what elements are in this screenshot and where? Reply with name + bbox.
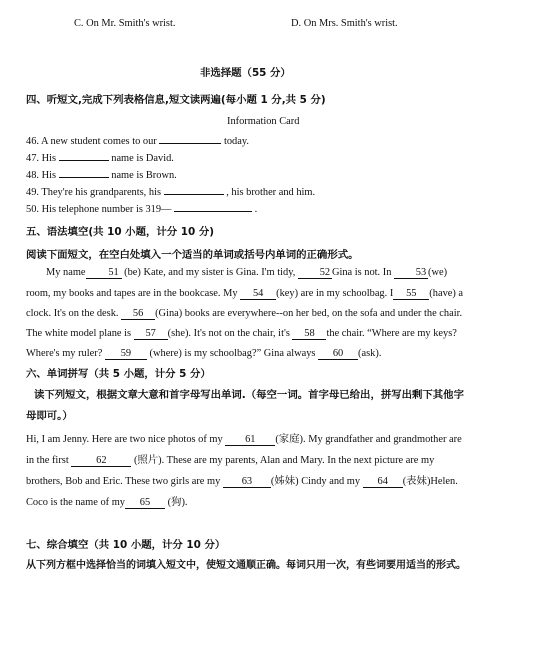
section7-instruction: 从下列方框中选择恰当的词填入短文中，使短文通顺正确。每词只用一次，有些词要用适当的形式。 <box>26 560 466 571</box>
option-c: C. On Mr. Smith's wrist. <box>74 18 176 29</box>
blank-60[interactable]: 60 <box>318 348 358 360</box>
s6-line-4 <box>26 493 528 509</box>
q48-text: 48. His <box>26 170 57 181</box>
s6-text: (表妹)Helen. <box>402 476 458 487</box>
section5-instruction: 阅读下面短文，在空白处填入一个适当的单词或括号内单词的正确形式。 <box>26 249 359 261</box>
s6-line-1 <box>26 430 528 446</box>
s5-text: room, my books and tapes are in the bookcase. My <box>26 288 238 299</box>
s6-line-3 <box>26 472 528 488</box>
section7-heading: 七、综合填空（共 10 小题，计分 10 分） <box>26 539 226 551</box>
question-47 <box>26 153 174 164</box>
s6-text: Hi, I am Jenny. Here are two nice photos of my <box>26 434 223 445</box>
s5-text: Where's my ruler? <box>26 348 103 359</box>
s5-text: clock. It's on the desk. <box>26 308 119 319</box>
question-46 <box>26 136 249 147</box>
blank-56[interactable]: 56 <box>121 308 155 320</box>
info-card-title: Information Card <box>227 116 300 127</box>
s5-text: (have) a <box>429 288 464 299</box>
q46-blank[interactable] <box>159 143 221 144</box>
s5-text: The white model plane is <box>26 328 132 339</box>
s5-text: Gina is not. In <box>331 267 392 278</box>
question-50 <box>26 204 257 215</box>
s5-text: (ask). <box>358 348 382 359</box>
q46-post: today. <box>223 136 249 147</box>
q49-post: , his brother and him. <box>226 187 316 198</box>
q50-text: 50. His telephone number is 319— <box>26 204 172 215</box>
s6-text: (姊妹) Cindy and my <box>270 476 361 487</box>
s5-line-3 <box>26 308 528 320</box>
section6-instruction-2: 母即可。） <box>26 410 73 422</box>
question-49 <box>26 187 315 198</box>
part2-title: 非选择题（55 分） <box>200 67 291 79</box>
q50-blank[interactable] <box>174 211 252 212</box>
q47-post: name is David. <box>111 153 174 164</box>
section4-heading: 四、听短文,完成下列表格信息,短文读两遍(每小题 1 分,共 5 分) <box>26 94 326 106</box>
s5-text: (key) are in my schoolbag. I <box>276 288 394 299</box>
blank-54[interactable]: 54 <box>240 288 276 300</box>
q46-text: 46. A new student comes to our <box>26 136 157 147</box>
section5-heading: 五、语法填空(共 10 小题，计分 10 分) <box>26 226 214 238</box>
s6-text: Coco is the name of my <box>26 497 125 508</box>
q47-text: 47. His <box>26 153 57 164</box>
s5-text: (she). It's not on the chair, it's <box>167 328 290 339</box>
blank-63[interactable]: 63 <box>223 476 271 488</box>
s6-text: in the first <box>26 455 69 466</box>
blank-64[interactable]: 64 <box>363 476 403 488</box>
blank-61[interactable]: 61 <box>225 434 275 446</box>
s6-text: (狗). <box>167 497 188 508</box>
question-48 <box>26 170 177 181</box>
q48-blank[interactable] <box>59 177 109 178</box>
s6-text: (照片). These are my parents, Alan and Mary. In the next picture are my <box>133 455 435 466</box>
s5-text: (where) is my schoolbag?” Gina always <box>149 348 316 359</box>
s6-text: brothers, Bob and Eric. These two girls are my <box>26 476 221 487</box>
s5-line-1 <box>26 267 528 279</box>
blank-57[interactable]: 57 <box>134 328 168 340</box>
option-d: D. On Mrs. Smith's wrist. <box>291 18 398 29</box>
s5-line-5 <box>26 348 528 360</box>
s6-text: (家庭). My grandfather and grandmother are <box>275 434 462 445</box>
s6-line-2 <box>26 451 528 467</box>
blank-51[interactable]: 51 <box>86 267 122 279</box>
q49-blank[interactable] <box>164 194 224 195</box>
s5-text: (we) <box>428 267 448 278</box>
section6-instruction-1: 读下列短文，根据文章大意和首字母写出单词.（每空一词。首字母已给出，拼写出剩下其他字 <box>34 389 464 401</box>
s5-text: My name <box>46 267 86 278</box>
blank-58[interactable]: 58 <box>292 328 326 340</box>
q49-text: 49. They're his grandparents, his <box>26 187 161 198</box>
q50-post: . <box>254 204 258 215</box>
s5-line-4 <box>26 328 528 340</box>
section6-heading: 六、单词拼写（共 5 小题，计分 5 分） <box>26 368 211 380</box>
blank-52[interactable]: 52 <box>298 267 332 279</box>
s5-text: (Gina) books are everywhere--on her bed, on the sofa and under the chair. <box>155 308 463 319</box>
q47-blank[interactable] <box>59 160 109 161</box>
s5-text: the chair. “Where are my keys? <box>326 328 457 339</box>
s5-text: (be) Kate, and my sister is Gina. I'm tidy, <box>124 267 296 278</box>
blank-53[interactable]: 53 <box>394 267 428 279</box>
q48-post: name is Brown. <box>111 170 177 181</box>
blank-59[interactable]: 59 <box>105 348 147 360</box>
s5-line-2 <box>26 288 528 300</box>
blank-62[interactable]: 62 <box>71 455 131 467</box>
blank-65[interactable]: 65 <box>125 497 165 509</box>
blank-55[interactable]: 55 <box>393 288 429 300</box>
